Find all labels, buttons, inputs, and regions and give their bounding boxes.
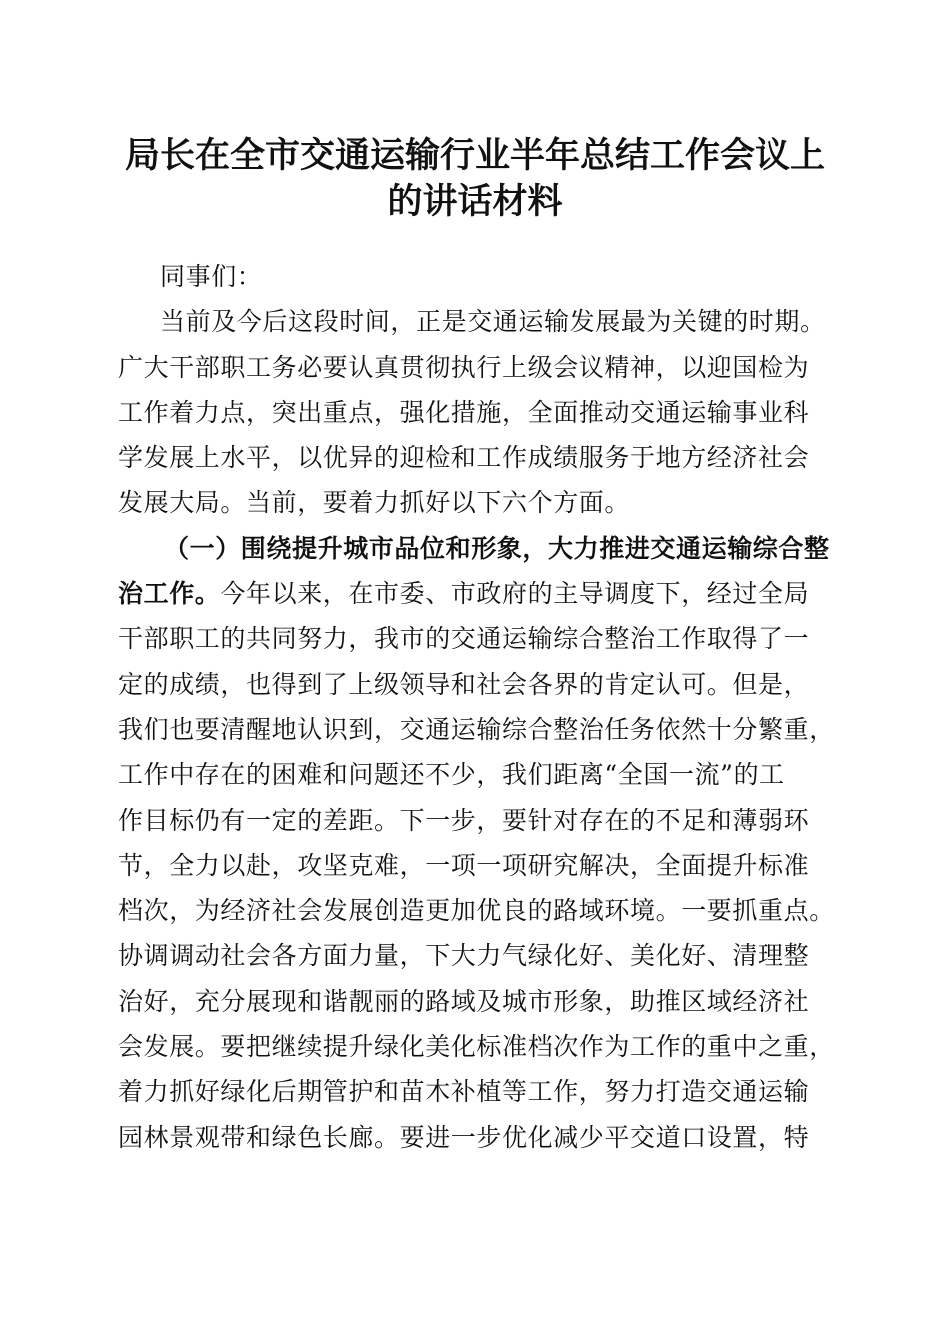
document-body	[118, 254, 834, 1160]
paragraph-line: 当前及今后这段时间，正是交通运输发展最为关键的时期。	[160, 307, 826, 337]
paragraph-line: 着力抓好绿化后期管护和苗木补植等工作，努力打造交通运输	[118, 1077, 810, 1107]
paragraph-line: 工作中存在的困难和问题还不少，我们距离“全国一流”的工	[118, 760, 785, 790]
paragraph-line: 干部职工的共同努力，我市的交通运输综合整治工作取得了一	[118, 624, 810, 654]
paragraph-line: 治好，充分展现和谐靓丽的路域及城市形象，助推区域经济社	[118, 986, 810, 1016]
title-line-1: 局长在全市交通运输行业半年总结工作会议上	[124, 135, 825, 176]
document-title	[60, 133, 890, 225]
paragraph-text: 今年以来，在市委、市政府的主导调度下，经过全局	[220, 579, 810, 609]
paragraph-line: 广大干部职工务必要认真贯彻执行上级会议精神，以迎国检为	[118, 352, 810, 382]
paragraph-line: 园林景观带和绿色长廊。要进一步优化减少平交道口设置，特	[118, 1122, 810, 1152]
paragraph-line: 发展大局。当前，要着力抓好以下六个方面。	[118, 488, 631, 518]
paragraph-line: 作目标仍有一定的差距。下一步，要针对存在的不足和薄弱环	[118, 805, 810, 835]
paragraph-line: 协调调动社会各方面力量，下大力气绿化好、美化好、清理整	[118, 941, 810, 971]
paragraph-line: 我们也要清醒地认识到，交通运输综合整治任务依然十分繁重，	[118, 714, 835, 744]
paragraph-line: 节，全力以赴，攻坚克难，一项一项研究解决，全面提升标准	[118, 850, 810, 880]
paragraph-line: 学发展上水平，以优异的迎检和工作成绩服务于地方经济社会	[118, 443, 810, 473]
paragraph-line: 工作着力点，突出重点，强化措施，全面推动交通运输事业科	[118, 397, 810, 427]
paragraph-line	[118, 571, 834, 616]
section-heading-end: 治工作。	[118, 579, 221, 609]
section-heading: （一）围绕提升城市品位和形象，大力推进交通运输综合整	[164, 533, 830, 563]
title-line-2: 的讲话材料	[387, 181, 563, 222]
salutation: 同事们：	[160, 262, 263, 291]
paragraph-line: 会发展。要把继续提升绿化美化标准档次作为工作的重中之重，	[118, 1032, 835, 1062]
paragraph-line: 定的成绩，也得到了上级领导和社会各界的肯定认可。但是，	[118, 669, 810, 699]
paragraph-intro	[118, 299, 834, 525]
paragraph-line: 档次，为经济社会发展创造更加优良的路域环境。一要抓重点。	[118, 896, 835, 926]
section-1	[118, 526, 834, 1160]
